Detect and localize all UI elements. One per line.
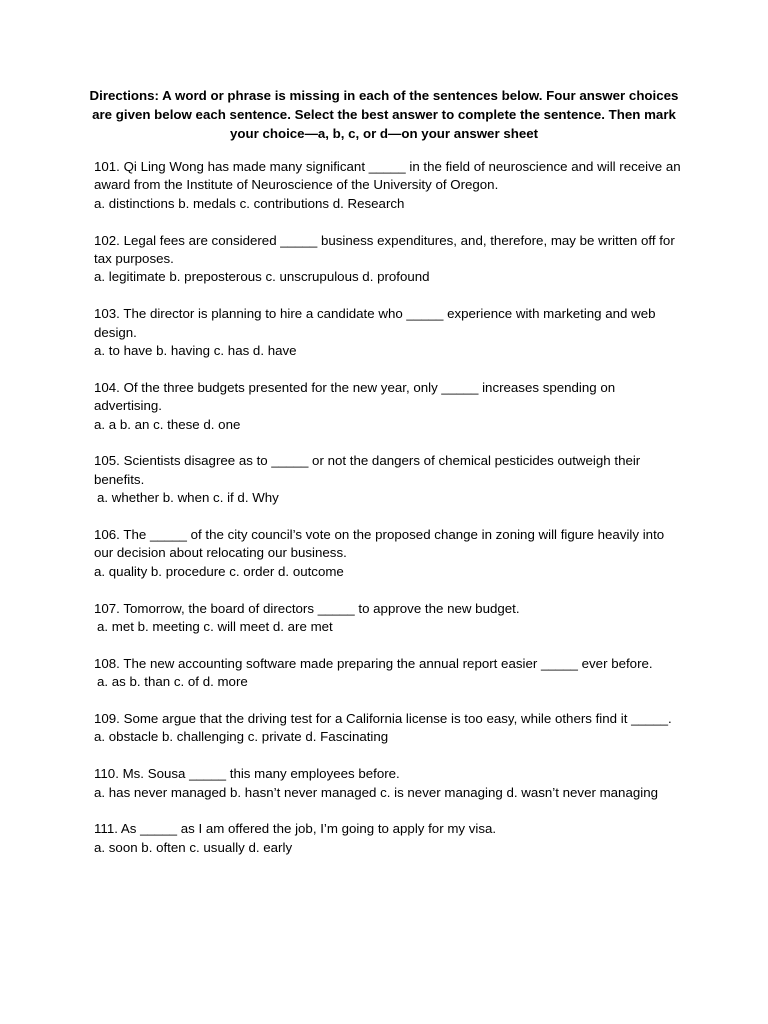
question-107 (94, 600, 684, 637)
question-101 (94, 158, 684, 213)
answer-choices: a. whether b. when c. if d. Why (97, 490, 279, 506)
question-text: 104. Of the three budgets presented for the new year, only _____ increases spending on advertising. (94, 379, 616, 414)
answer-choices: a. distinctions b. medals c. contributions d. Research (94, 195, 405, 211)
question-111 (94, 820, 684, 857)
question-text: 110. Ms. Sousa _____ this many employees before. (94, 766, 400, 782)
answer-choices: a. obstacle b. challenging c. private d. Fascinating (94, 729, 389, 745)
answer-choices: a. as b. than c. of d. more (97, 674, 248, 690)
answer-choices: a. a b. an c. these d. one (94, 416, 241, 432)
question-110 (94, 765, 684, 802)
question-105 (94, 452, 684, 507)
question-text: 103. The director is planning to hire a candidate who _____ experience with marketing and web design. (94, 306, 656, 340)
question-106 (94, 526, 684, 581)
question-109 (94, 710, 684, 747)
question-text: 111. As _____ as I am offered the job, I’m going to apply for my visa. (94, 821, 497, 837)
answer-choices: a. soon b. often c. usually d. early (94, 839, 293, 855)
directions-heading: Directions: A word or phrase is missing in each of the sentences below. Four answer choices are given below each sentence. Select the best answer to complete the sentence. Then mark your choice—a, b, c, or d—on your answer sheet (89, 88, 679, 142)
question-104 (94, 379, 684, 434)
question-103 (94, 305, 684, 360)
answer-choices: a. quality b. procedure c. order d. outcome (94, 563, 344, 579)
answer-choices: a. to have b. having c. has d. have (94, 343, 297, 359)
question-text: 108. The new accounting software made preparing the annual report easier _____ ever before. (94, 655, 653, 671)
question-text: 106. The _____ of the city council’s vote on the proposed change in zoning will figure heavily into our decision about relocating our business. (94, 527, 665, 561)
question-text: 109. Some argue that the driving test for a California license is too easy, while others find it _____. (94, 711, 672, 727)
question-102 (94, 232, 684, 287)
question-text: 102. Legal fees are considered _____ business expenditures, and, therefore, may be written off for tax purposes. (94, 232, 675, 267)
question-text: 107. Tomorrow, the board of directors _____ to approve the new budget. (94, 600, 520, 616)
question-text: 105. Scientists disagree as to _____ or not the dangers of chemical pesticides outweigh their benefits. (94, 453, 641, 487)
question-text: 101. Qi Ling Wong has made many significant _____ in the field of neuroscience and will receive an award from the Institute of Neuroscience of the University of Oregon. (94, 159, 681, 193)
answer-choices: a. met b. meeting c. will meet d. are met (97, 619, 333, 635)
answer-choices: a. has never managed b. hasn’t never managed c. is never managing d. wasn’t never managing (94, 784, 658, 800)
question-108 (94, 655, 684, 692)
question-list (94, 158, 684, 876)
answer-choices: a. legitimate b. preposterous c. unscrupulous d. profound (94, 269, 430, 285)
